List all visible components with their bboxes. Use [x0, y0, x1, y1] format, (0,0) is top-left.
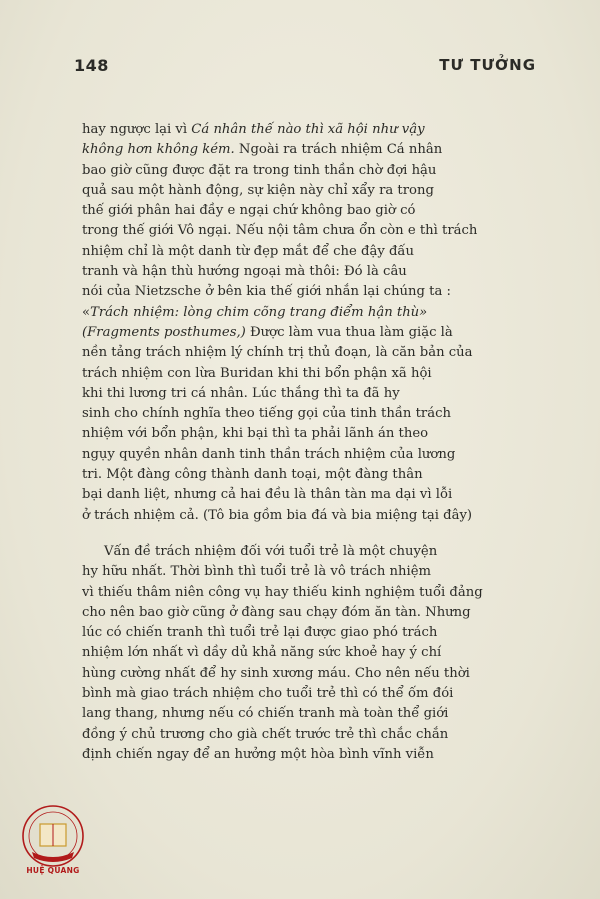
text-line: nói của Nietzsche ở bên kia thế giới nhắn lại chúng ta :	[82, 284, 451, 300]
text-line: ở trách nhiệm cả. (Tô bia gồm bia đá và bia miệng tại đây)	[82, 507, 473, 523]
stamp-label: HUỆ QUANG	[26, 866, 80, 875]
text-line: bao giờ cũng được đặt ra trong tinh thần chờ đợi hậu	[82, 162, 437, 178]
text-line: hay ngược lại vì Cá nhân thế nào thì xã hội như vậy	[82, 122, 425, 137]
text-line: khi thi lương tri cá nhân. Lúc thắng thì ta đã hy	[82, 385, 400, 401]
text-line: nhiệm với bổn phận, khi bại thì ta phải lãnh án theo	[82, 426, 429, 442]
text-line: lúc có chiến tranh thì tuổi trẻ lại được giao phó trách	[82, 625, 438, 641]
page-header	[74, 56, 536, 80]
text-line: sinh cho chính nghĩa theo tiếng gọi của tinh thần trách	[82, 406, 451, 422]
text-line: tranh và hận thù hướng ngoại mà thôi: Đó là câu	[82, 264, 407, 280]
library-stamp-logo	[10, 800, 96, 884]
text-line: nhiệm lớn nhất vì dầy dủ khả năng sức khoẻ hay ý chí	[82, 645, 442, 661]
stamp-emblem-icon	[10, 800, 96, 870]
text-line: bình mà giao trách nhiệm cho tuổi trẻ thì có thể ốm đói	[82, 686, 454, 702]
text-line: vì thiếu thâm niên công vụ hay thiếu kinh nghiệm tuổi đảng	[82, 584, 483, 600]
text-line: (Fragments posthumes,) Được làm vua thua làm giặc là	[82, 324, 453, 340]
text-line: trách nhiệm con lừa Buridan khi thi bổn phận xã hội	[82, 365, 432, 381]
text-line: hùng cường nhất để hy sinh xương máu. Cho nên nếu thời	[82, 665, 470, 681]
text-line: quả sau một hành động, sự kiện này chỉ xẩy ra trong	[82, 182, 434, 198]
text-line: «Trách nhiệm: lòng chim cõng trang điểm hận thù»	[82, 304, 428, 320]
text-line: trong thế giới Vô ngại. Nếu nội tâm chưa ổn còn e thì trách	[82, 223, 478, 239]
paragraph-2	[82, 542, 537, 765]
text-line: ngụy quyền nhân danh tinh thần trách nhiệm của lương	[82, 446, 456, 462]
text-line: đồng ý chủ trương cho già chết trước trẻ thì chắc chắn	[82, 726, 449, 742]
text-line: Vấn đề trách nhiệm đối với tuổi trẻ là một chuyện	[104, 544, 438, 559]
text-line: nhiệm chỉ là một danh từ đẹp mắt để che đậy đấu	[82, 243, 414, 259]
text-line: không hơn không kém. Ngoài ra trách nhiệm Cá nhân	[82, 142, 443, 158]
text-line: định chiến ngay để an hưởng một hòa bình vĩnh viễn	[82, 746, 434, 762]
paragraph-1	[82, 120, 537, 526]
text-line: cho nên bao giờ cũng ở đàng sau chạy đóm ăn tàn. Nhưng	[82, 604, 471, 620]
text-line: nền tảng trách nhiệm lý chính trị thủ đoạn, là căn bản của	[82, 345, 473, 361]
text-line: thế giới phân hai đầy e ngại chứ không bao giờ có	[82, 203, 416, 219]
text-line: tri. Một đàng công thành danh toại, một đàng thân	[82, 467, 423, 483]
text-line: hy hữu nhất. Thời bình thì tuổi trẻ là vô trách nhiệm	[82, 564, 432, 580]
page-number: 148	[74, 56, 109, 75]
text-line: lang thang, nhưng nếu có chiến tranh mà toàn thể giới	[82, 706, 449, 722]
text-line: bại danh liệt, nhưng cả hai đều là thân tàn ma dại vì lỗi	[82, 487, 453, 503]
running-title: TƯ TƯỞNG	[439, 56, 536, 74]
